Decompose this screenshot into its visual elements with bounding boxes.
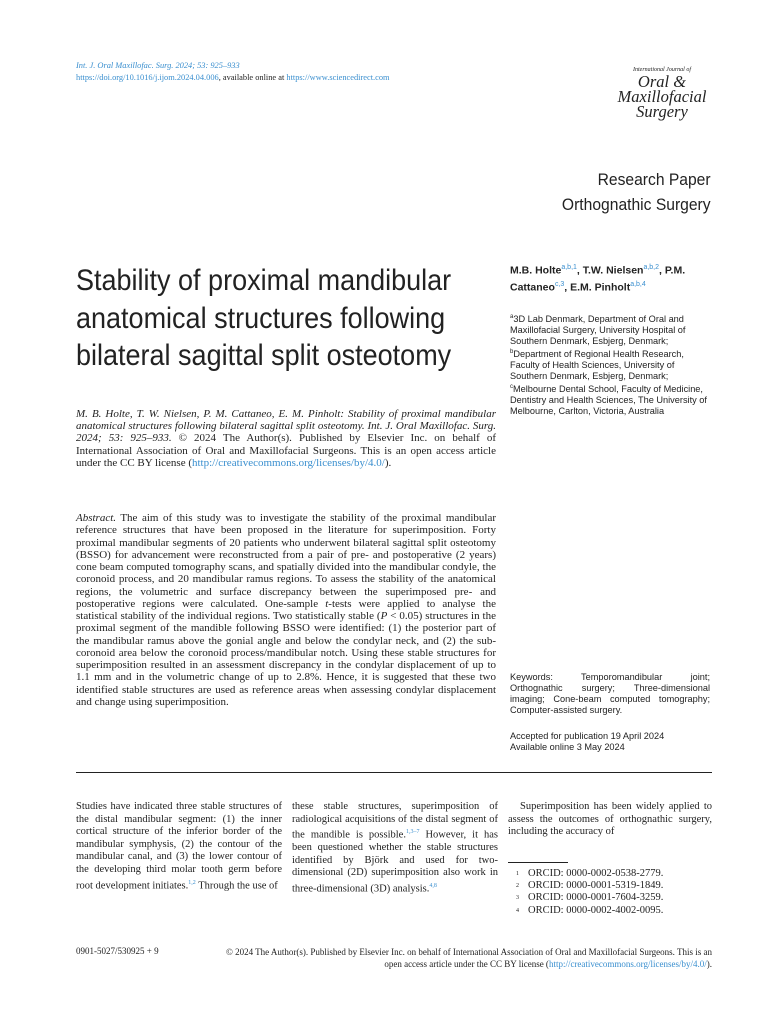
author-1-affil[interactable]: a,b,1: [561, 264, 577, 271]
author-3: P.M. Cattaneo: [510, 264, 686, 293]
orcid-item: [516, 880, 712, 892]
title-line-3: bilateral sagittal split osteotomy: [76, 339, 452, 372]
affil-c: Melbourne Dental School, Faculty of Medicine, Dentistry and Health Sciences, The University of Melbourne, Carlton, Victoria, Australia: [510, 384, 707, 417]
footer-issn: 0901-5027/530925 + 9: [76, 946, 159, 956]
author-2: T.W. Nielsen: [582, 264, 644, 277]
journal-logo: [612, 66, 712, 119]
orcid-num: 2: [516, 883, 519, 890]
orcid-text: ORCID: 0000-0001-5319-1849.: [528, 880, 664, 892]
doi-link[interactable]: https://doi.org/10.1016/j.ijom.2024.04.006: [76, 73, 219, 82]
orcid-item: [516, 892, 712, 904]
footer-license-link[interactable]: http://creativecommons.org/licenses/by/4.0/: [548, 959, 707, 969]
footer-copyright: [226, 946, 712, 970]
available-text: , available online at: [218, 73, 287, 82]
affil-b-marker: b: [510, 349, 514, 356]
abstract: [76, 512, 496, 708]
section-divider: [76, 772, 712, 773]
citation-license: © 2024 The Author(s). Published by Elsevier Inc. on behalf of International Association of Oral and Maxillofacial Surgeons. This is an open access article under the CC BY license (: [76, 432, 496, 469]
affil-c-marker: c: [510, 384, 513, 391]
footer-copy-text: © 2024 The Author(s). Published by Elsevier Inc. on behalf of International Association of Oral and Maxillofacial Surgeons. This is an open access article under the CC BY license (: [226, 947, 712, 969]
col1-text: Studies have indicated three stable structures of the distal mandibular segment: (1) the inner cortical structure of the inferior border of the mandibular symphysis, (2) the contour of the mandibular canal, and (3) the lower contour of the developing third molar tooth germ before root development initiates.: [76, 801, 282, 892]
article-type-line-2: Orthognathic Surgery: [562, 195, 711, 214]
article-title: [76, 262, 463, 375]
abstract-text-1: The aim of this study was to investigate the stability of the proximal mandibular reference structures that have been proposed in the literature for superimposition. Forty proximal mandibular segments of 20 patients who underwent bilateral sagittal split osteotomy (BSSO) for advancement were reconstructed from a pair of pre- and postoperative (2 years) cone beam computed tomography scans, and spatially divided into the mandibular condyle, the coronoid process, and 20 mandibular ramus regions. To assess the stability of the anatomical regions, the volumetric and surface discrepancy between the superimposed pre- and postoperative regions were calculated. One-sample: [76, 512, 496, 610]
journal-citation: Int. J. Oral Maxillofac. Surg. 2024; 53: 925–933: [76, 61, 240, 70]
orcid-text: ORCID: 0000-0001-7604-3259.: [528, 892, 664, 904]
abstract-text-2: -tests were applied to analyse the statistical stability of the individual regions. Two statistically stable (: [76, 597, 496, 622]
logo-line-1: International Journal of: [633, 67, 691, 73]
author-list: M.B. Holte$^{a,b,1}$, T.W. Nielsen$^{a,b,2}$, P.M. Cattaneo$^{c,3}$, E.M. Pinholt$^{a,b,4}$: [510, 264, 686, 293]
article-dates: [510, 731, 710, 753]
citation-end: ).: [384, 456, 392, 469]
abstract-text-3: < 0.05) structures in the proximal segment of the mandible following BSSO were identified: (1) the posterior part of the mandibular ramus above the gonial angle and below the condylar neck, and (2) the sub-coronoid area below the coronoid process/mandibular notch. Using these stable structures for superimposition resulted in an assessment discrepancy in the condylar displacement of up to 1.1 mm and in the volumetric change of up to 2.8%. Hence, it is suggested that these two identified stable structures are used as reference areas when assessing condylar displacement and change using superimposition.: [76, 610, 496, 708]
logo-line-2: Oral &: [637, 72, 687, 91]
body-column-2: [292, 801, 498, 896]
orcid-num: 4: [516, 907, 519, 914]
author-4-affil[interactable]: a,b,4: [630, 280, 646, 288]
affil-a: 3D Lab Denmark, Department of Oral and Maxillofacial Surgery, University Hospital of Southern Denmark, Esbjerg, Denmark;: [510, 314, 686, 347]
affiliations: [510, 312, 710, 417]
abstract-label: Abstract.: [76, 512, 117, 524]
orcid-item: [516, 868, 712, 880]
title-line-1: Stability of proximal mandibular: [76, 264, 452, 297]
citation-authors: M. B. Holte, T. W. Nielsen, P. M. Cattaneo, E. M. Pinholt: Stability of proximal mandibular anatomical structures following bilateral sagittal split osteotomy. Int. J. Oral Maxillofac. Surg. 2024; 53: 925–933.: [76, 408, 496, 445]
orcid-footnotes: [516, 868, 712, 917]
orcid-item: [516, 905, 712, 917]
orcid-text: ORCID: 0000-0002-0538-2779.: [528, 868, 664, 879]
abstract-p: P: [380, 610, 388, 622]
article-type-line-1: Research Paper: [597, 170, 711, 189]
accepted-date: Accepted for publication 19 April 2024: [510, 731, 665, 741]
affil-a-marker: a: [510, 314, 514, 320]
col2-text-b: However, it has been questioned whether the stable structures identified by Björk and used for two-dimensional (2D) superimposition also work in three-dimensional (3D) analysis.: [292, 829, 498, 895]
article-type: [562, 167, 711, 217]
col1-ref[interactable]: 1,2: [188, 879, 196, 886]
keywords: Keywords: Temporomandibular joint; Orthognathic surgery; Three-dimensional imaging; Cone-beam computed tomography; Computer-assisted surgery.: [510, 672, 710, 715]
footer-end: ).: [706, 959, 712, 969]
author-1: M.B. Holte: [510, 264, 562, 277]
affil-b: Department of Regional Health Research, Faculty of Health Sciences, University of Southern Denmark, Esbjerg, Denmark;: [510, 349, 684, 382]
body-column-1: [76, 801, 282, 893]
license-link[interactable]: http://creativecommons.org/licenses/by/4.0/: [191, 456, 385, 469]
sciencedirect-link[interactable]: https://www.sciencedirect.com: [286, 73, 390, 82]
orcid-num: 3: [516, 895, 519, 902]
abstract-t: t: [325, 597, 329, 610]
title-line-2: anatomical structures following: [76, 301, 446, 335]
body-column-3: Superimposition has been widely applied to assess the outcomes of orthognathic surgery, including the accuracy of: [508, 801, 712, 838]
orcid-text: ORCID: 0000-0002-4002-0095.: [528, 904, 664, 916]
journal-reference: [76, 60, 390, 84]
logo-line-4: Surgery: [636, 102, 688, 121]
orcid-num: 1: [516, 871, 519, 877]
logo-line-3: Maxillofacial: [617, 87, 707, 106]
col2-ref-a[interactable]: 1,3–7: [405, 829, 420, 836]
col2-text-a: these stable structures, superimposition of radiological acquisitions of the distal segment of the mandible is possible.: [292, 801, 498, 841]
col2-ref-b[interactable]: 4,8: [429, 883, 437, 890]
footnote-divider: [508, 862, 568, 863]
how-to-cite: [76, 408, 496, 469]
online-date: Available online 3 May 2024: [510, 742, 625, 752]
author-4: E.M. Pinholt: [570, 281, 631, 293]
author-2-affil[interactable]: a,b,2: [643, 264, 660, 271]
col1-end: Through the use of: [195, 880, 278, 892]
author-3-affil[interactable]: c,3: [554, 280, 565, 288]
